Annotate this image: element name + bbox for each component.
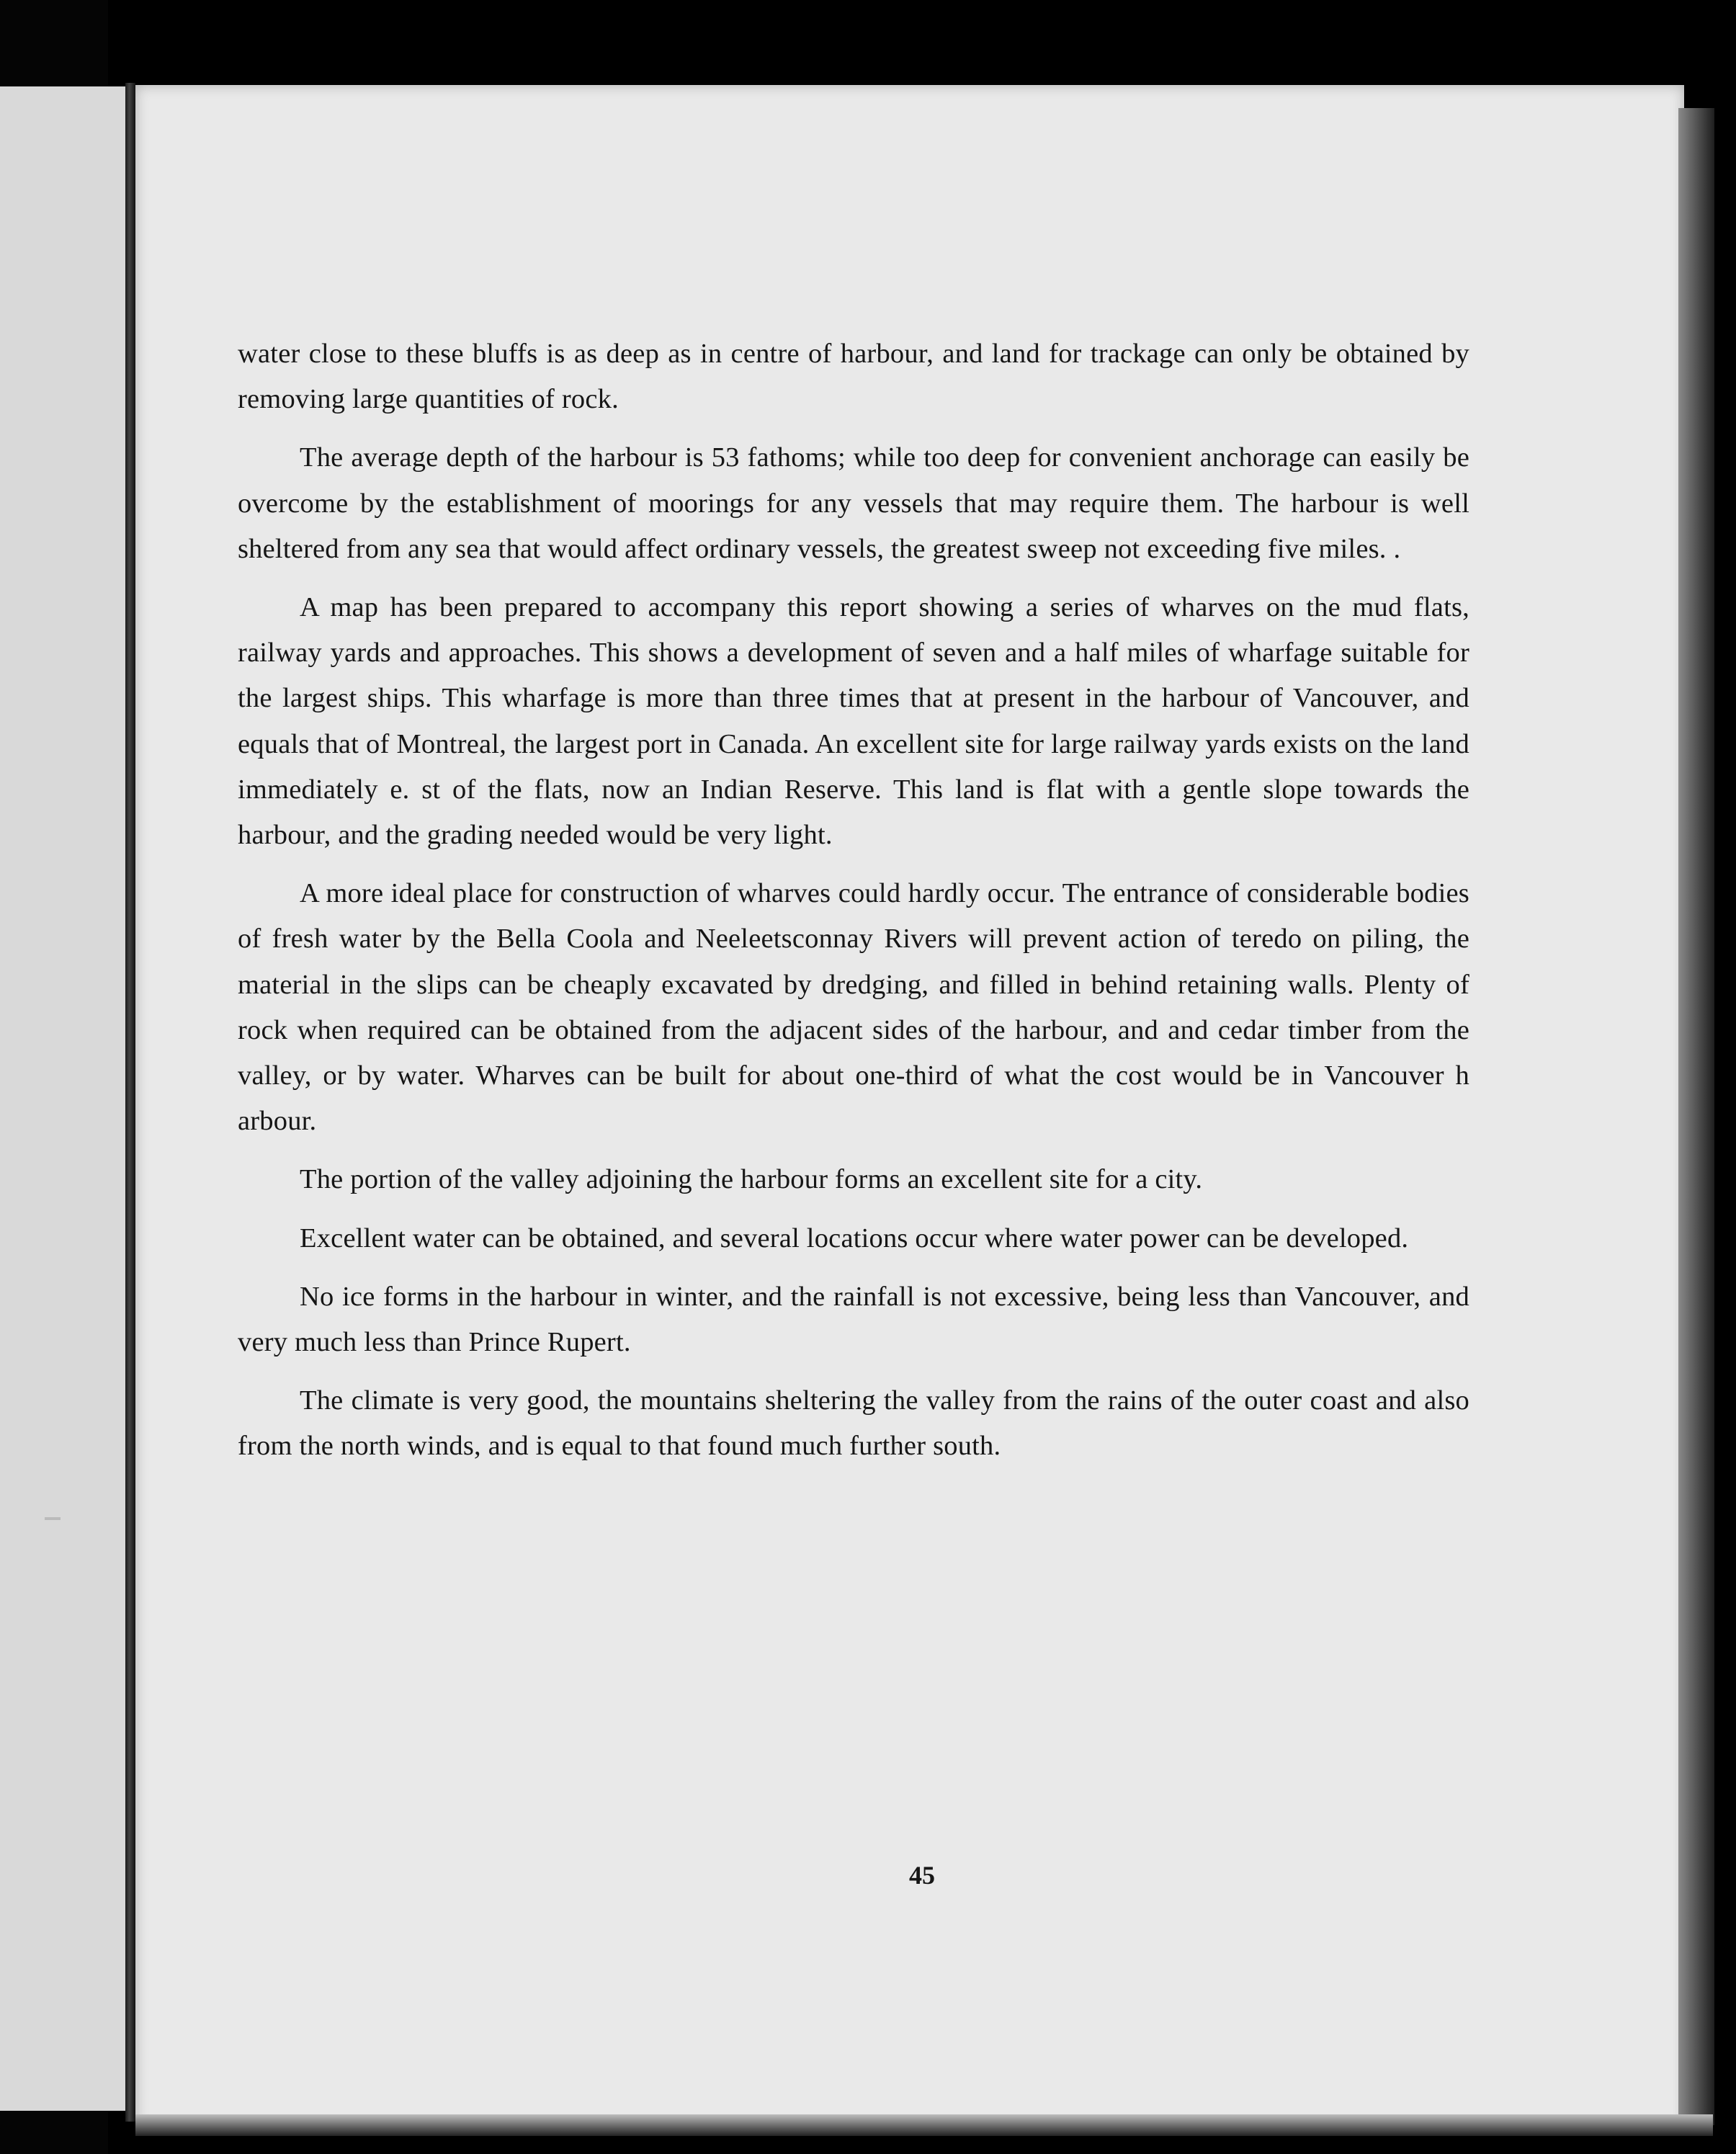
page-right-shadow (1678, 108, 1714, 2125)
page-bottom-edge (135, 2114, 1713, 2136)
paragraph-harbour-depth: The average depth of the harbour is 53 fathoms; while too deep for convenient anchorage can easily be overcome by the establishment of moorings for any vessels that may require them. The harbour is well sheltered from any sea that would affect ordinary vessels, the greatest sweep not exceeding five miles. . (238, 442, 1469, 564)
body-text (238, 331, 1469, 1483)
paragraph-wharf-construction: A more ideal place for construction of wharves could hardly occur. The entrance of considerable bodies of fresh water by the Bella Coola and Neeleetsconnay Rivers will prevent action of teredo on piling, the material in the slips can be cheaply excavated by dredging, and filled in behind retaining walls. Plenty of rock when required can be obtained from the adjacent sides of the harbour, and and cedar timber from the valley, or by water. Wharves can be built for about one-third of what the cost would be in Vancouver h arbour. (238, 878, 1469, 1137)
paragraph-climate: The climate is very good, the mountains sheltering the valley from the rains of the outer coast and also from the north winds, and is equal to that found much further south. (238, 1385, 1469, 1462)
facing-page-edge (0, 86, 134, 2111)
scan-mark (45, 1517, 61, 1520)
paragraph-water-power: Excellent water can be obtained, and several locations occur where water power can be developed. (300, 1223, 1409, 1253)
page-number: 45 (909, 1861, 935, 1890)
book-binding (125, 83, 135, 2122)
paragraph-continuation: water close to these bluffs is as deep as in centre of harbour, and land for trackage can only be obtained by removing large quantities of rock. (238, 339, 1469, 415)
paragraph-ice-rainfall: No ice forms in the harbour in winter, and the rainfall is not excessive, being less than Vancouver, and very much less than Prince Rupert. (238, 1281, 1469, 1358)
paragraph-city-site: The portion of the valley adjoining the harbour forms an excellent site for a city. (300, 1164, 1203, 1195)
paragraph-wharfage-map: A map has been prepared to accompany this report showing a series of wharves on the mud flats, railway yards and approaches. This shows a development of seven and a half miles of wharfage suitable for the largest ships. This wharfage is more than three times that at present in the harbour of Vancouver, and equals that of Montreal, the largest port in Canada. An excellent site for large railway yards exists on the land immediately e. st of the flats, now an Indian Reserve. This land is flat with a gentle slope towards the harbour, and the grading needed would be very light. (238, 592, 1469, 851)
